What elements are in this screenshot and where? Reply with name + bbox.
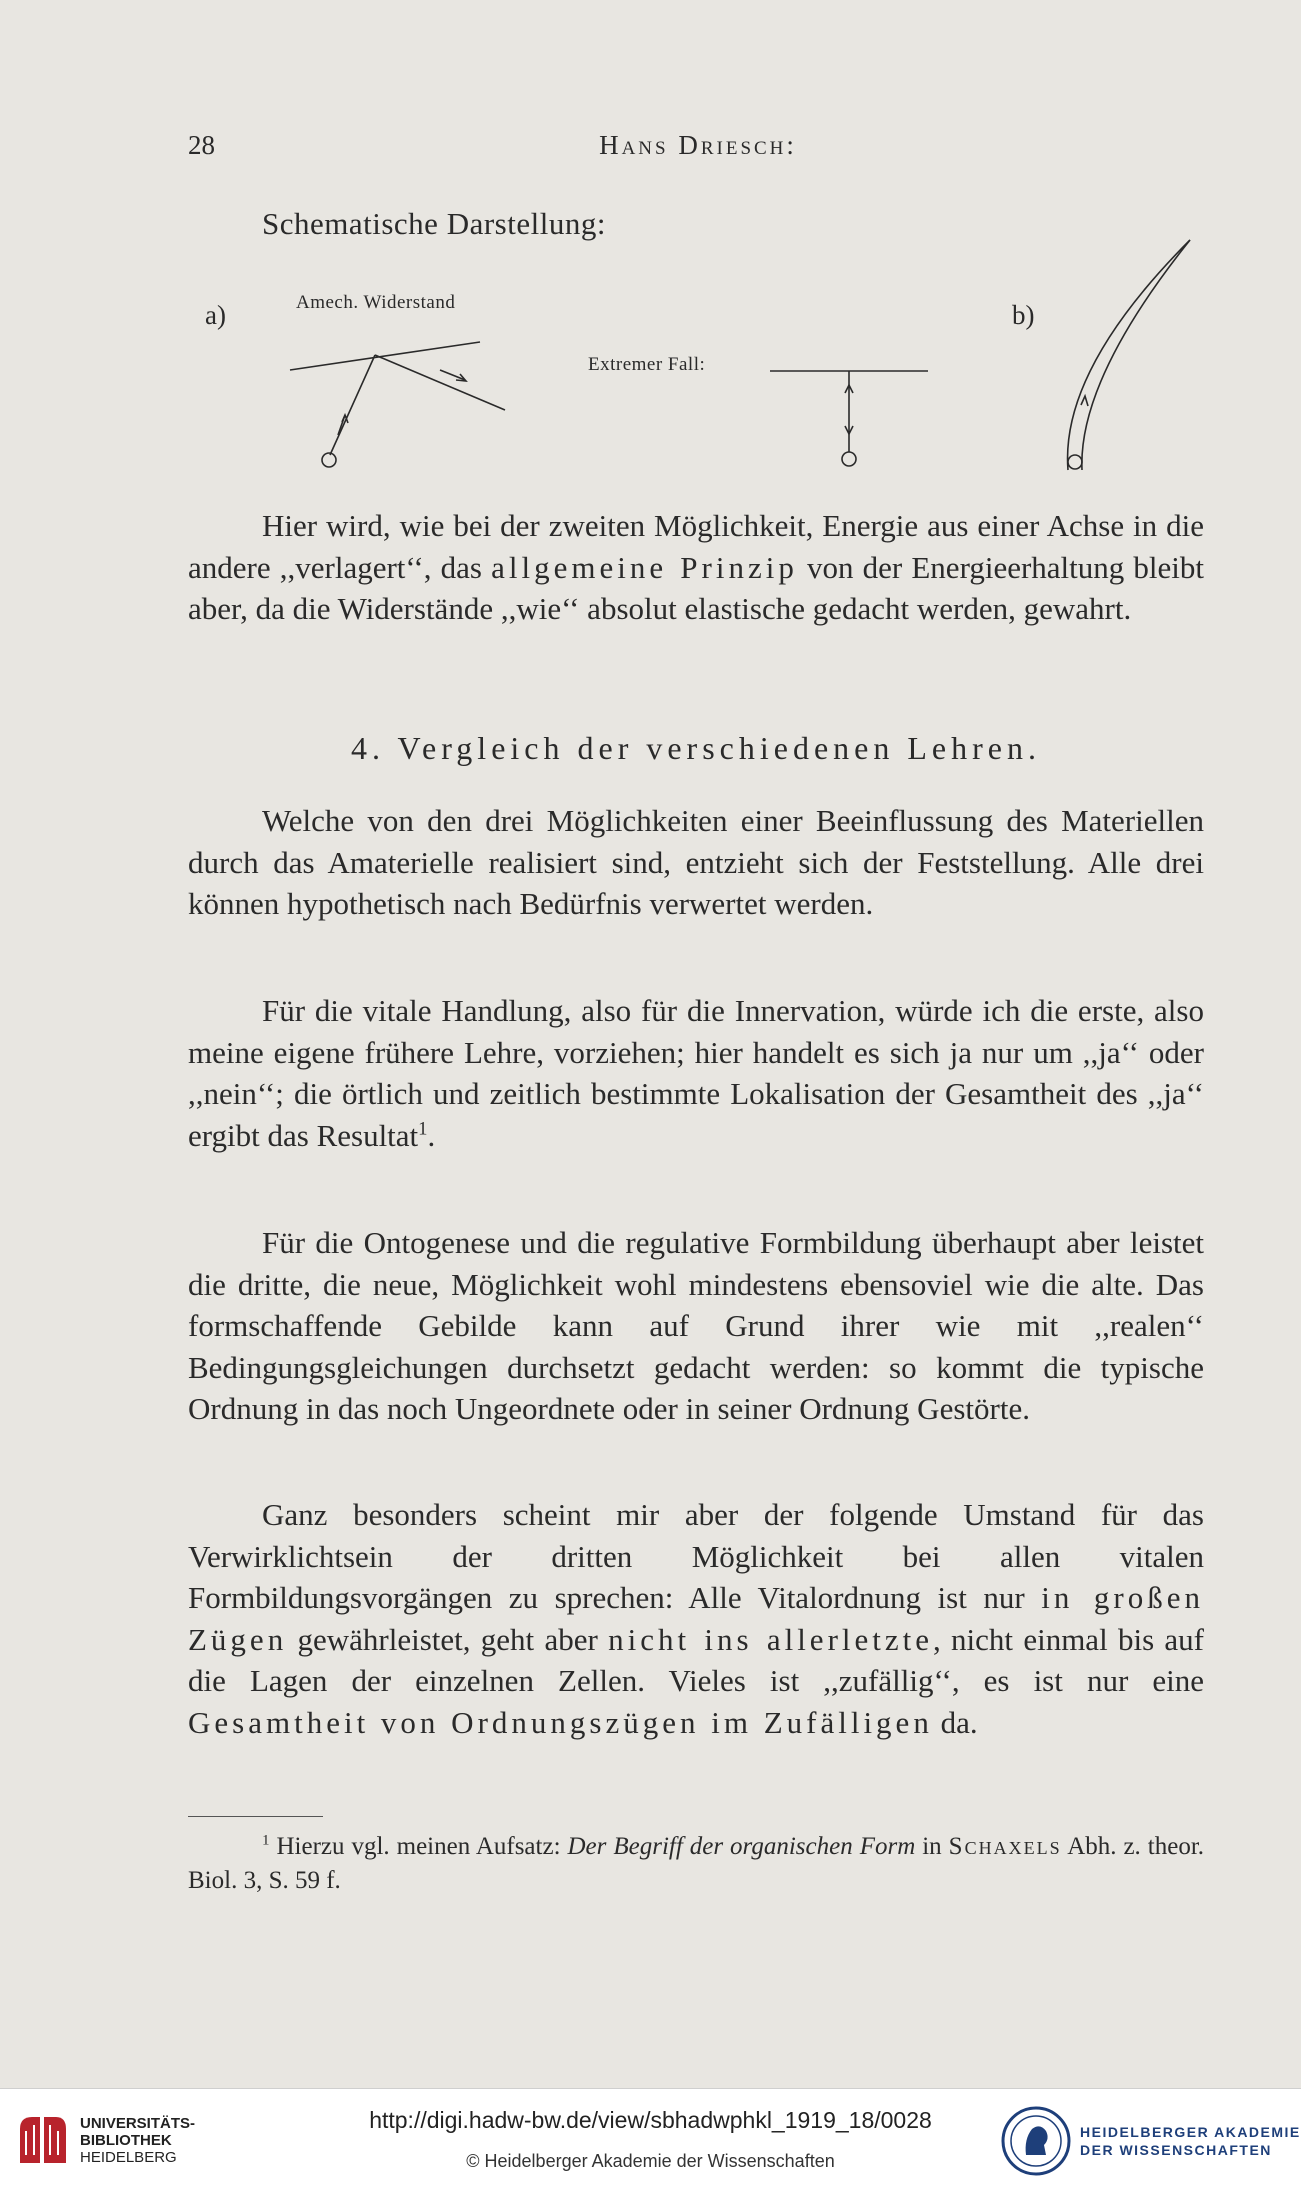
trajectory-in-a: [330, 355, 375, 455]
trajectory-out-a: [375, 355, 505, 410]
section-heading: 4. Vergleich der verschiedenen Lehren.: [351, 730, 1041, 766]
emphasis-allgemeine-prinzip: allgemeine Prinzip: [491, 549, 798, 585]
schematic-diagram: [0, 230, 1301, 480]
emphasis-allerletzte: nicht ins allerletzte: [608, 1621, 934, 1657]
page-header: [188, 130, 1208, 170]
amech-label: Amech. Widerstand: [296, 292, 456, 313]
running-title: Hans Driesch:: [599, 130, 797, 160]
footnote-text-b: in: [922, 1833, 942, 1860]
arrow-head-b: [1081, 396, 1088, 406]
copyright-notice: © Heidelberger Akademie der Wissenschaften: [466, 2151, 835, 2171]
paragraph-5-text-d: da.: [940, 1704, 978, 1740]
paragraph-2-text: Welche von den drei Möglichkeiten einer Beeinflussung des Materiellen durch das Amaterielle realisiert sind, entzieht sich der Feststellung. Alle drei können hypothetisch nach Bedürfnis verwertet werden.: [188, 803, 1204, 921]
paragraph-5-text-c: , nicht einmal bis auf die Lagen der einzelnen Zellen. Vieles ist ,,zufällig‘‘, es ist nur eine: [188, 1621, 1205, 1698]
university-library-name: UNIVERSITÄTS- BIBLIOTHEK HEIDELBERG: [80, 2115, 196, 2166]
footnote: [188, 1830, 1204, 1898]
paragraph-4: [188, 1222, 1204, 1430]
paragraph-4-text: Für die Ontogenese und die regulative Formbildung überhaupt aber leistet die dritte, die neue, Möglichkeit wohl mindestens ebensoviel wie die alte. Das formschaffende Gebilde kann auf Grund ihrer wie mit ,,realen‘‘ Bedingungsgleichungen durchsetzt gedacht werden: so kommt die typische Ordnung in das noch Ungeordnete oder in seiner Ordnung Gestörte.: [188, 1225, 1204, 1426]
paragraph-1-text: Hier wird, wie bei der zweiten Möglichkeit, Energie aus einer Achse in die andere ,,verlagert‘‘, das: [188, 508, 1204, 585]
paragraph-5-text-a: Ganz besonders scheint mir aber der folgende Umstand für das Verwirklichtsein der dritten Möglichkeit bei allen vitalen Formbildungsvorgängen zu sprechen: Alle Vitalordnung ist nur: [188, 1497, 1204, 1615]
footnote-cited-title: Der Begriff der organischen Form: [567, 1833, 916, 1860]
paragraph-5: [188, 1494, 1204, 1743]
extreme-case-label: Extremer Fall:: [588, 354, 706, 375]
footnote-divider: [188, 1816, 323, 1817]
curved-trajectory-b: [1068, 240, 1190, 470]
paragraph-2: [188, 800, 1204, 925]
footnote-ref[interactable]: 1: [418, 1118, 428, 1140]
footnote-number: 1: [262, 1832, 270, 1849]
paragraph-1: [188, 505, 1204, 630]
particle-circle-extreme: [842, 452, 856, 466]
footnote-text-a: Hierzu vgl. meinen Aufsatz:: [276, 1833, 561, 1860]
paragraph-5-text-b: gewährleistet, geht aber: [297, 1621, 598, 1657]
paragraph-3: [188, 990, 1204, 1156]
emphasis-gesamtheit: Gesamtheit von Ordnungszügen im Zufälligen: [188, 1704, 933, 1740]
academy-name: HEIDELBERGER AKADEMIE DER WISSENSCHAFTEN: [1080, 2124, 1301, 2158]
footnote-text-c: Abh. z. theor. Biol. 3, S. 59 f.: [188, 1833, 1205, 1894]
paragraph-1-end: von der Energieerhaltung bleibt aber, da die Widerstände ,,wie‘‘ absolut elastische gedacht werden, gewahrt.: [188, 549, 1205, 626]
page-number: 28: [188, 130, 215, 160]
viewer-footer: [0, 2088, 1301, 2201]
paragraph-3-text: Für die vitale Handlung, also für die Innervation, würde ich die erste, also meine eigene frühere Lehre, vorziehen; hier handelt es sich ja nur um ,,ja‘‘ oder ,,nein‘‘; die örtlich und zeitlich bestimmte Lokalisation der Gesamtheit des ,,ja‘‘ ergibt das Resultat: [188, 993, 1204, 1153]
paragraph-3-end: .: [427, 1117, 436, 1153]
diagram-label-a: a): [205, 300, 226, 330]
permalink-url[interactable]: http://digi.hadw-bw.de/view/sbhadwphkl_1919_18/0028: [369, 2107, 932, 2133]
diagram-title: Schematische Darstellung:: [262, 206, 606, 241]
diagram-label-b: b): [1012, 300, 1035, 330]
academy-seal-icon[interactable]: [1000, 2105, 1072, 2177]
footnote-author: Schaxels: [948, 1833, 1062, 1860]
particle-circle-b: [1068, 455, 1082, 469]
resistance-line-a: [290, 342, 480, 370]
particle-circle-a: [322, 453, 336, 467]
emphasis-grossen-zuegen: in großen Zügen: [188, 1580, 1205, 1657]
